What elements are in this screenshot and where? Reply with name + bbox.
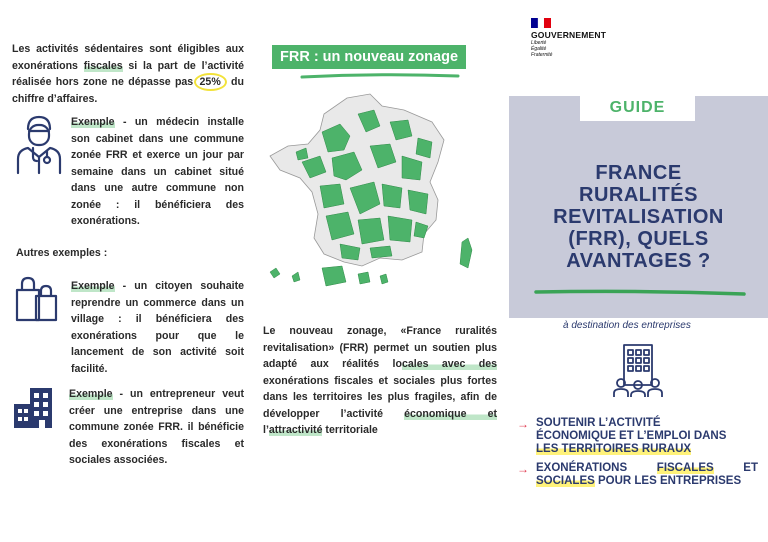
mayotte-island xyxy=(380,274,388,284)
company-building-icon xyxy=(12,386,56,430)
guide-label: GUIDE xyxy=(609,99,666,116)
marianne-logo-icon xyxy=(531,18,551,28)
example-1: Exemple - un médecin installe son cabinet dans une commune zonée FRR et exerce un jour par semaine dans un cabinet situé dans une autre commune non zonée : il bénéficiera des exonérations. xyxy=(71,116,244,227)
guide-label-box xyxy=(580,94,695,121)
example-3-label: Exemple xyxy=(69,388,113,400)
corsica-island xyxy=(460,238,472,268)
guadeloupe-island xyxy=(270,268,280,278)
zoning-paragraph: Le nouveau zonage, «France ruralités revitalisation» (FRR) permet un soutien plus adapté aux réalités locales avec des exonérations fiscales et sociales plus fortes dans les territoires les plus fragiles, afin de développer l’activité économique et l’attractivité territoriale xyxy=(263,325,497,436)
example-3: Exemple - un entrepreneur veut créer une entreprise dans une commune zonée FRR. il bénéficie des exonérations fiscales et sociales associées. xyxy=(69,388,244,466)
intro-paragraph: Les activités sédentaires sont éligibles aux exonérations fiscales si la part de l’activité réalisée hors zone ne dépasse pas 25% du chiffre d’affaires. xyxy=(12,43,245,105)
shopping-bags-icon xyxy=(14,276,60,322)
bullet-exemptions: EXONÉRATIONS FISCALES ET SOCIALES POUR LES ENTREPRISES xyxy=(536,462,758,487)
highlight-fiscales: fiscales xyxy=(83,59,123,72)
example-1-label: Exemple xyxy=(71,116,115,128)
government-name: GOUVERNEMENT xyxy=(531,30,607,40)
france-frr-map xyxy=(262,92,484,290)
example-2: Exemple - un citoyen souhaite reprendre un commerce dans un village : il bénéficiera des exonérations pour que le lancement de son activité soit facilité. xyxy=(71,280,244,375)
banner-underline xyxy=(300,72,460,80)
bullet-arrow-2: → xyxy=(517,462,529,476)
doctor-icon xyxy=(14,113,64,175)
zoning-banner: FRR : un nouveau zonage xyxy=(272,45,466,69)
government-motto-3: Fraternité xyxy=(531,52,553,58)
reunion-island xyxy=(358,272,370,284)
title-underline xyxy=(534,288,746,298)
government-motto-2: Égalité xyxy=(531,46,547,52)
government-logo xyxy=(531,18,621,58)
main-title: FRANCE RURALITÉS REVITALISATION (FRR), QUELS AVANTAGES ? xyxy=(553,162,724,272)
example-2-label: Exemple xyxy=(71,280,115,292)
guyane-territory xyxy=(322,266,346,286)
other-examples-title: Autres exemples : xyxy=(16,247,108,259)
government-motto-1: Liberté xyxy=(531,40,547,46)
enterprise-office-icon xyxy=(612,343,664,399)
subtitle: à destination des entreprises xyxy=(563,320,691,331)
bullet-arrow-1: → xyxy=(517,417,529,431)
bullet-support-activity: SOUTENIR L’ACTIVITÉ ÉCONOMIQUE ET L’EMPLOI DANS LES TERRITOIRES RURAUX xyxy=(536,417,727,455)
circled-percentage: 25% xyxy=(194,73,227,91)
martinique-island xyxy=(292,272,300,282)
